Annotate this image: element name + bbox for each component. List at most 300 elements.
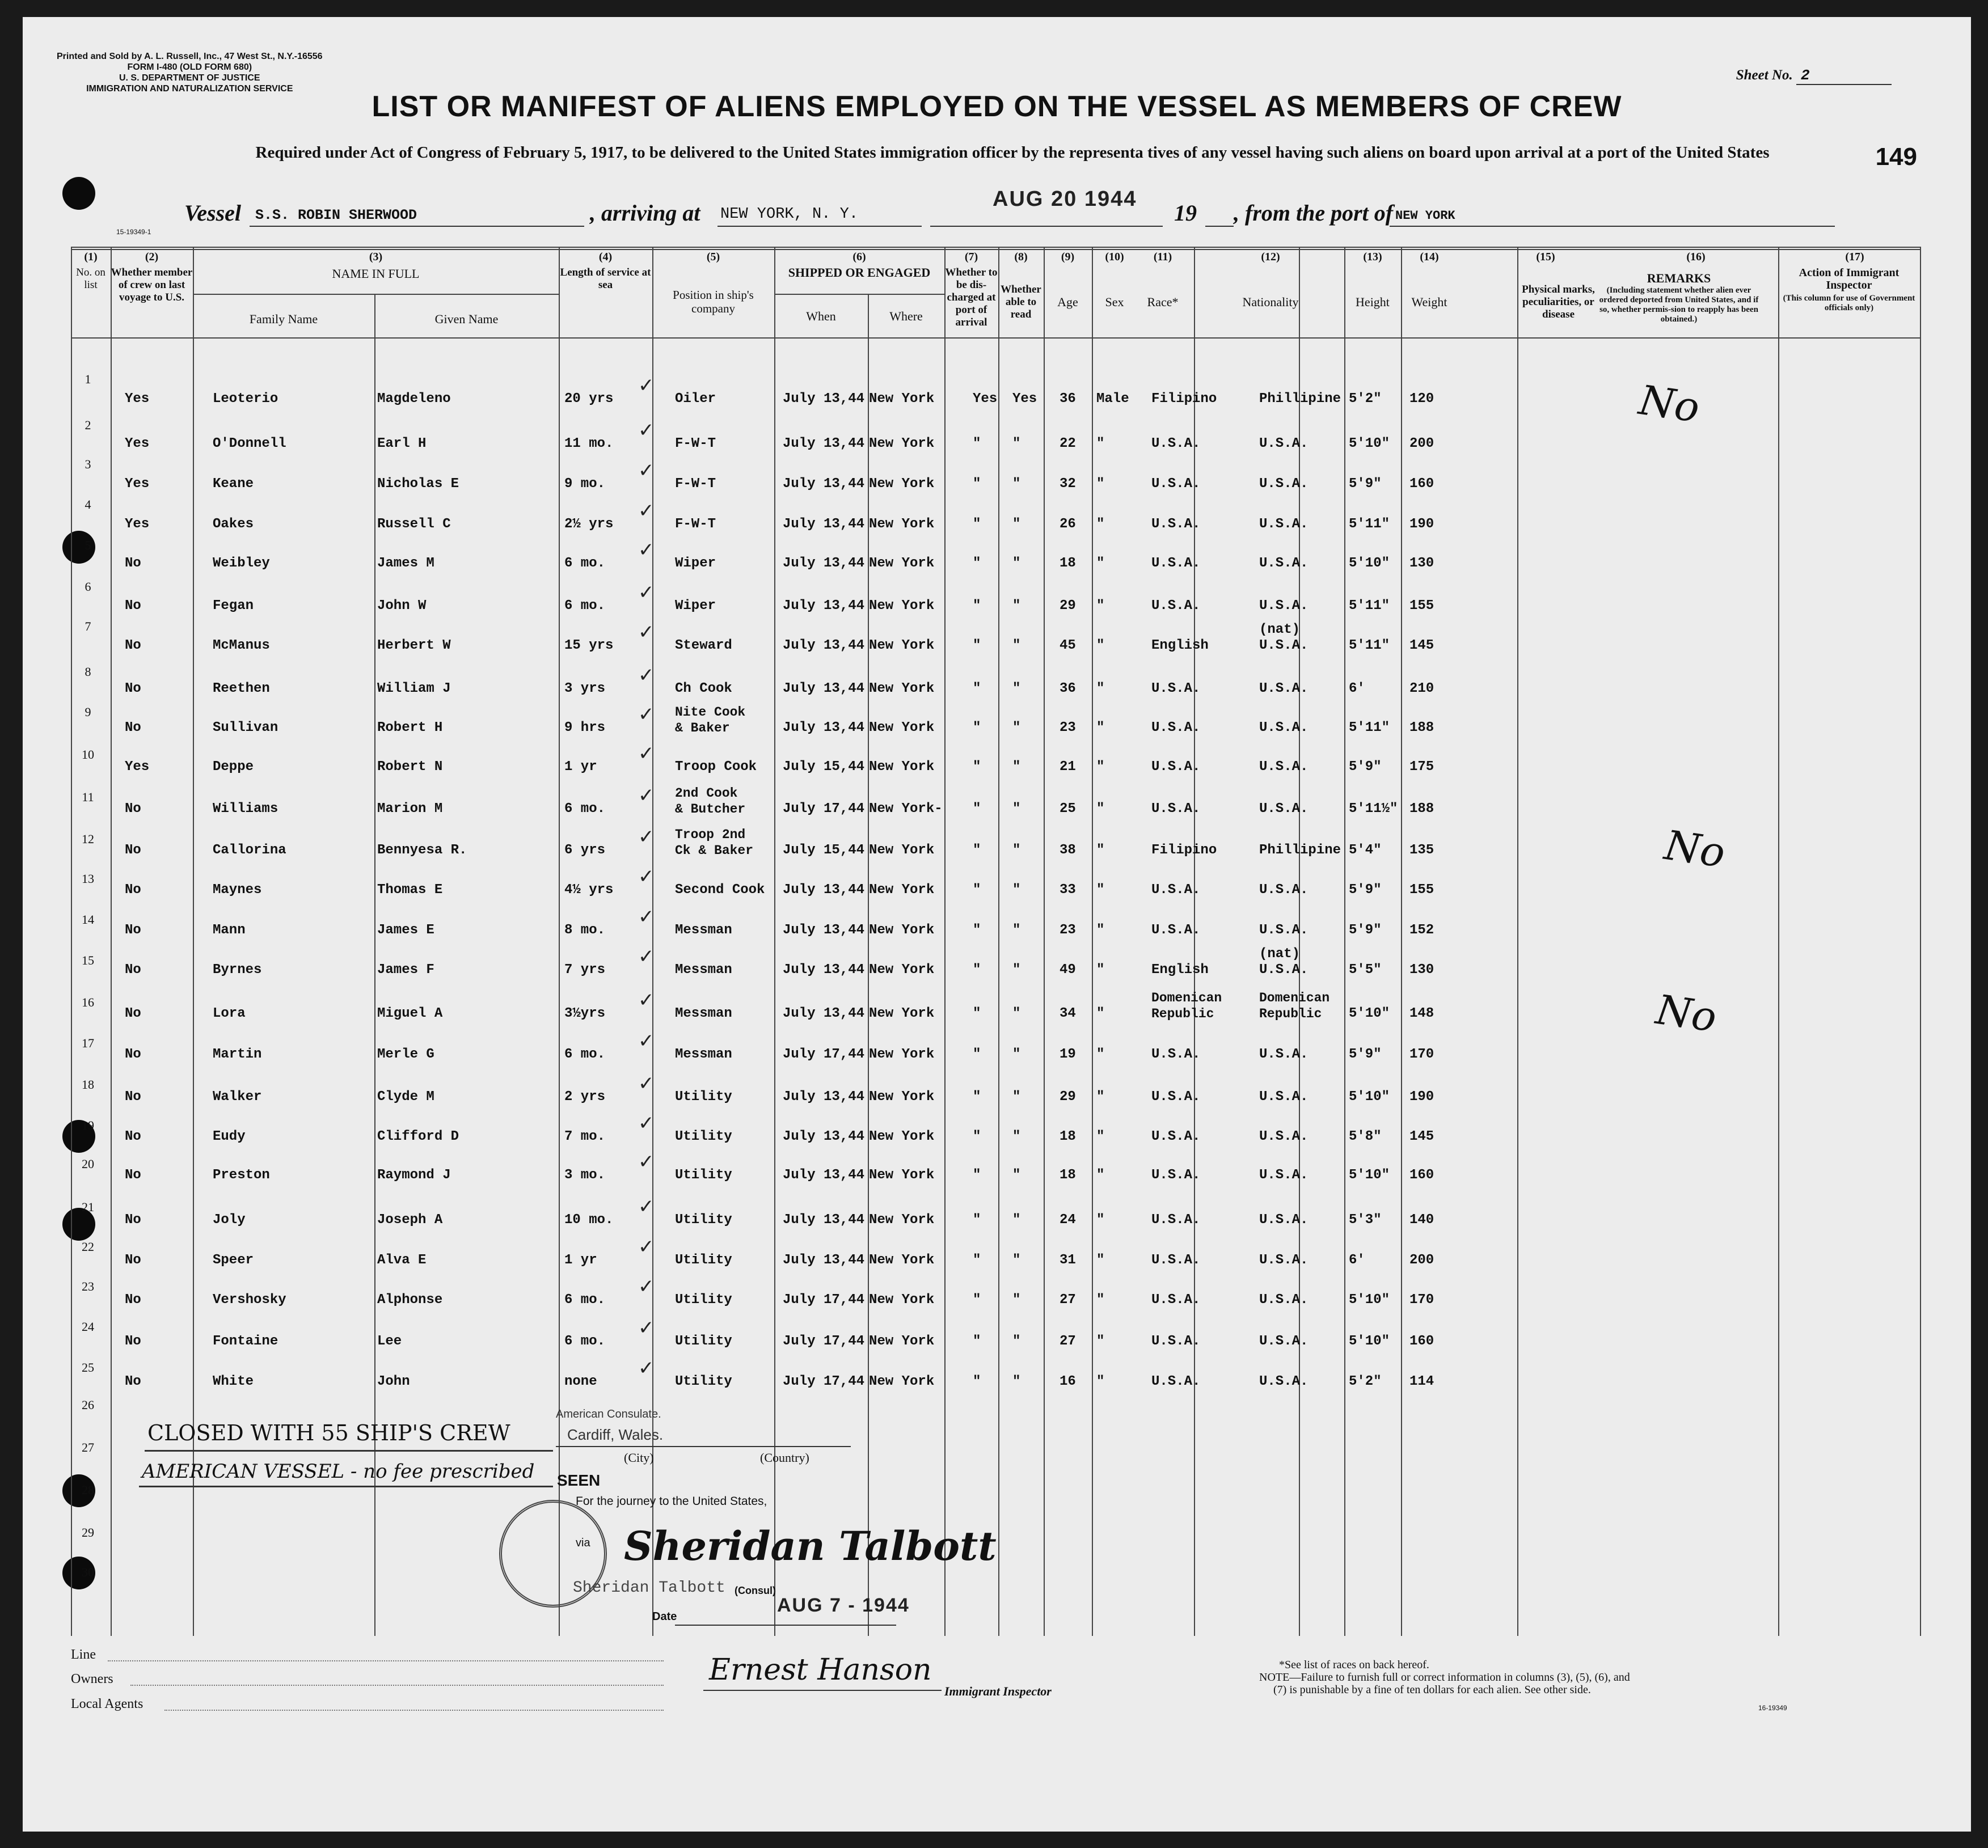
service-value: 3½yrs	[564, 1006, 606, 1021]
able-to-read-value: "	[1012, 1212, 1021, 1228]
shipped-where-value: New York	[869, 843, 935, 858]
position-value: Nite Cook	[675, 705, 746, 720]
shipped-when-value: July 17,44	[783, 1374, 865, 1389]
discharged-value: "	[973, 923, 981, 938]
shipped-where-value: New York	[869, 1253, 935, 1268]
race-value: U.S.A.	[1151, 1047, 1201, 1062]
nationality-value: U.S.A.	[1259, 882, 1309, 898]
weight-value: 130	[1409, 556, 1434, 571]
race-value: English	[1151, 962, 1209, 978]
age-value: 23	[1060, 720, 1076, 735]
shipped-when-value: July 13,44	[783, 962, 865, 978]
column-number: (10)	[1105, 251, 1124, 263]
nationality-value: U.S.A.	[1259, 923, 1309, 938]
discharged-value: "	[973, 759, 981, 775]
position-value: Messman	[675, 962, 732, 978]
service-value: 6 mo.	[564, 598, 606, 614]
able-to-read-value: "	[1012, 556, 1021, 571]
punch-hole	[62, 177, 95, 210]
column-rule	[111, 247, 112, 1636]
height-value: 5'2"	[1349, 391, 1382, 407]
column-number: (11)	[1153, 251, 1172, 263]
via-label: via	[576, 1537, 590, 1549]
position-value: F-W-T	[675, 476, 716, 492]
discharged-value: "	[973, 1292, 981, 1308]
shipped-where-value: New York	[869, 759, 935, 775]
position-value: F-W-T	[675, 436, 716, 451]
given-name-value: Merle G	[377, 1047, 434, 1062]
checkmark-icon: ✓	[638, 703, 655, 726]
row-number: 29	[82, 1525, 94, 1540]
sheet-value: 2	[1796, 67, 1892, 85]
nationality-value: U.S.A.	[1259, 1089, 1309, 1105]
family-name-value: Speer	[213, 1253, 254, 1268]
row-number: 10	[82, 747, 94, 762]
last-voyage-value: No	[125, 1089, 141, 1105]
nationality-value: U.S.A.	[1259, 517, 1309, 532]
column-number: (7)	[964, 251, 978, 263]
shipped-where-value: New York	[869, 598, 935, 614]
column-rule	[944, 247, 946, 1636]
last-voyage-value: No	[125, 1212, 141, 1228]
fine-note: NOTE—Failure to furnish full or correct information in columns (3), (5), (6), and	[1259, 1671, 1630, 1684]
service-value: 1 yr	[564, 759, 597, 775]
height-value: 5'9"	[1349, 1047, 1382, 1062]
last-voyage-value: No	[125, 843, 141, 858]
discharged-value: "	[973, 476, 981, 492]
sex-value: "	[1096, 843, 1105, 858]
weight-value: 135	[1409, 843, 1434, 858]
given-name-value: Alphonse	[377, 1292, 443, 1308]
discharged-value: "	[973, 1253, 981, 1268]
service-value: 1 yr	[564, 1253, 597, 1268]
discharged-value: "	[973, 801, 981, 817]
weight-value: 145	[1409, 1129, 1434, 1144]
checkmark-icon: ✓	[638, 742, 655, 765]
sex-value: Male	[1096, 391, 1129, 407]
given-name-value: John W	[377, 598, 427, 614]
given-name-value: Herbert W	[377, 638, 451, 653]
weight-value: 155	[1409, 882, 1434, 898]
position-value: Utility	[675, 1089, 732, 1105]
height-value: 5'10"	[1349, 1168, 1390, 1183]
form-number: FORM I-480 (OLD FORM 680)	[127, 62, 252, 72]
age-value: 45	[1060, 638, 1076, 653]
checkmark-icon: ✓	[638, 374, 655, 397]
position-value: Utility	[675, 1292, 732, 1308]
nationality-note: (nat)	[1259, 946, 1301, 962]
dotted-line	[130, 1685, 664, 1686]
shipped-when-value: July 13,44	[783, 923, 865, 938]
local-agents-label: Local Agents	[71, 1697, 143, 1711]
last-voyage-value: Yes	[125, 391, 150, 407]
remark-mark: No	[1636, 376, 1703, 432]
underline	[703, 1690, 942, 1691]
shipped-when-value: July 17,44	[783, 1047, 865, 1062]
sex-value: "	[1096, 1292, 1105, 1308]
weight-value: 145	[1409, 638, 1434, 653]
row-number: 6	[85, 580, 91, 594]
race-value: U.S.A.	[1151, 1374, 1201, 1389]
able-to-read-value: "	[1012, 598, 1021, 614]
able-to-read-value: "	[1012, 759, 1021, 775]
weight-value: 175	[1409, 759, 1434, 775]
shipped-when-value: July 13,44	[783, 1129, 865, 1144]
shipped-when-value: July 13,44	[783, 598, 865, 614]
nationality-value: U.S.A.	[1259, 962, 1309, 978]
shipped-where-value: New York	[869, 1374, 935, 1389]
column-number: (5)	[706, 251, 720, 263]
discharged-value: "	[973, 962, 981, 978]
service-value: 6 mo.	[564, 556, 606, 571]
consulate-city: Cardiff, Wales.	[567, 1426, 664, 1443]
weight-value: 160	[1409, 476, 1434, 492]
race-value: U.S.A.	[1151, 681, 1201, 696]
row-number: 19	[82, 1118, 94, 1132]
family-name-value: McManus	[213, 638, 270, 653]
last-voyage-value: No	[125, 681, 141, 696]
nationality-value: U.S.A.	[1259, 720, 1309, 735]
position-value: Troop 2nd	[675, 827, 746, 842]
family-name-value: Mann	[213, 923, 246, 938]
row-number: 9	[85, 705, 91, 719]
able-to-read-value: "	[1012, 1374, 1021, 1389]
weight-value: 114	[1409, 1374, 1434, 1389]
nationality-value: Phillipine	[1259, 843, 1341, 858]
column-rule	[1920, 247, 1921, 1636]
from-port: NEW YORK	[1395, 209, 1455, 223]
weight-value: 200	[1409, 436, 1434, 451]
last-voyage-value: No	[125, 1006, 141, 1021]
height-value: 5'3"	[1349, 1212, 1382, 1228]
shipped-when-value: July 15,44	[783, 843, 865, 858]
weight-value: 160	[1409, 1334, 1434, 1349]
header-discharged: Whether to be dis-charged at port of arrival	[945, 267, 998, 328]
shipped-where-value: New York	[869, 556, 935, 571]
position-value: 2nd Cook	[675, 786, 738, 801]
arriving-port: NEW YORK, N. Y.	[720, 206, 859, 223]
given-name-value: Joseph A	[377, 1212, 443, 1228]
discharged-value: "	[973, 681, 981, 696]
last-voyage-value: No	[125, 556, 141, 571]
sheet-label: Sheet No.	[1736, 67, 1793, 83]
age-value: 25	[1060, 801, 1076, 817]
last-voyage-value: No	[125, 962, 141, 978]
nationality-value: U.S.A.	[1259, 476, 1309, 492]
position-value: Messman	[675, 1006, 732, 1021]
position-value: Utility	[675, 1168, 732, 1183]
last-voyage-value: No	[125, 1374, 141, 1389]
race-value: U.S.A.	[1151, 1089, 1201, 1105]
position-value-line2: & Butcher	[675, 802, 746, 817]
height-value: 5'9"	[1349, 476, 1382, 492]
nationality-value: U.S.A.	[1259, 1374, 1309, 1389]
race-value: U.S.A.	[1151, 598, 1201, 614]
service-value: 7 mo.	[564, 1129, 606, 1144]
sex-value: "	[1096, 1334, 1105, 1349]
able-to-read-value: "	[1012, 1168, 1021, 1183]
last-voyage-value: No	[125, 720, 141, 735]
service-value: 15 yrs	[564, 638, 614, 653]
column-rule	[1778, 247, 1779, 1636]
family-name-value: Walker	[213, 1089, 262, 1105]
row-number: 7	[85, 619, 91, 633]
checkmark-icon: ✓	[638, 865, 655, 888]
row-number: 8	[85, 665, 91, 679]
position-value: Utility	[675, 1129, 732, 1144]
checkmark-icon: ✓	[638, 539, 655, 561]
service-value: 8 mo.	[564, 923, 606, 938]
country-label: (Country)	[760, 1451, 809, 1465]
underline	[139, 1486, 553, 1487]
consulate-office: American Consulate.	[556, 1408, 661, 1420]
shipped-where-value: New York	[869, 1292, 935, 1308]
shipped-when-value: July 17,44	[783, 801, 865, 817]
race-value-line2: Republic	[1151, 1007, 1214, 1021]
age-value: 34	[1060, 1006, 1076, 1021]
column-rule	[1344, 247, 1345, 1636]
form-code: 15-19349-1	[116, 228, 151, 236]
arriving-label: , arriving at	[590, 200, 700, 226]
height-value: 5'10"	[1349, 1334, 1390, 1349]
dotted-line	[164, 1710, 664, 1711]
height-value: 5'10"	[1349, 556, 1390, 571]
shipped-when-value: July 13,44	[783, 556, 865, 571]
column-rule	[1044, 247, 1045, 1636]
header-family-name: Family Name	[249, 312, 318, 326]
last-voyage-value: No	[125, 598, 141, 614]
age-value: 36	[1060, 391, 1076, 407]
shipped-when-value: July 13,44	[783, 1168, 865, 1183]
service-value: 2½ yrs	[564, 517, 614, 532]
age-value: 33	[1060, 882, 1076, 898]
discharged-value: Yes	[973, 391, 998, 407]
given-name-value: Thomas E	[377, 882, 443, 898]
race-value: U.S.A.	[1151, 759, 1201, 775]
race-value: U.S.A.	[1151, 476, 1201, 492]
able-to-read-value: Yes	[1012, 391, 1037, 407]
shipped-where-value: New York	[869, 1006, 935, 1021]
age-value: 19	[1060, 1047, 1076, 1062]
shipped-when-value: July 13,44	[783, 1089, 865, 1105]
from-label: , from the port of	[1234, 200, 1394, 226]
underline	[675, 1625, 896, 1626]
service-value: 6 mo.	[564, 1047, 606, 1062]
row-number: 12	[82, 832, 94, 846]
row-number: 25	[82, 1360, 94, 1375]
consul-signature: Sheridan Talbott	[624, 1523, 997, 1570]
last-voyage-value: Yes	[125, 517, 150, 532]
discharged-value: "	[973, 1374, 981, 1389]
header-position: Position in ship's company	[673, 288, 754, 315]
header-last-voyage: Whether member of crew on last voyage to U.S.	[111, 267, 193, 303]
position-value: Second Cook	[675, 882, 765, 898]
shipped-where-value: New York	[869, 476, 935, 492]
height-value: 5'11½"	[1349, 801, 1398, 817]
closing-note: AMERICAN VESSEL - no fee prescribed	[142, 1460, 535, 1483]
row-number: 14	[82, 912, 94, 927]
family-name-value: Sullivan	[213, 720, 278, 735]
position-value: Wiper	[675, 556, 716, 571]
sex-value: "	[1096, 1129, 1105, 1144]
weight-value: 140	[1409, 1212, 1434, 1228]
column-number: (2)	[145, 251, 159, 263]
weight-value: 188	[1409, 801, 1434, 817]
inspector-signature: Ernest Hanson	[709, 1653, 932, 1687]
discharged-value: "	[973, 436, 981, 451]
race-value: English	[1151, 638, 1209, 653]
header-when: When	[806, 309, 836, 323]
discharged-value: "	[973, 598, 981, 614]
height-value: 5'10"	[1349, 436, 1390, 451]
position-value: Utility	[675, 1334, 732, 1349]
column-number: (13)	[1363, 251, 1382, 263]
given-name-value: John	[377, 1374, 410, 1389]
given-name-value: Magdeleno	[377, 391, 451, 407]
last-voyage-value: Yes	[125, 436, 150, 451]
given-name-value: Bennyesa R.	[377, 843, 467, 858]
position-value: Messman	[675, 1047, 732, 1062]
given-name-value: Russell C	[377, 517, 451, 532]
service-value: none	[564, 1374, 597, 1389]
header-sex: Sex	[1105, 295, 1124, 309]
family-name-value: Martin	[213, 1047, 262, 1062]
row-number: 28	[82, 1483, 94, 1497]
weight-value: 120	[1409, 391, 1434, 407]
service-value: 4½ yrs	[564, 882, 614, 898]
family-name-value: Williams	[213, 801, 278, 817]
race-value: Filipino	[1151, 843, 1217, 858]
given-name-value: William J	[377, 681, 451, 696]
service-value: 9 mo.	[564, 476, 606, 492]
nationality-value: U.S.A.	[1259, 1168, 1309, 1183]
weight-value: 190	[1409, 1089, 1434, 1105]
sex-value: "	[1096, 598, 1105, 614]
race-value: U.S.A.	[1151, 1212, 1201, 1228]
weight-value: 188	[1409, 720, 1434, 735]
shipped-when-value: July 13,44	[783, 476, 865, 492]
checkmark-icon: ✓	[638, 1151, 655, 1173]
sex-value: "	[1096, 638, 1105, 653]
consul-name: Sheridan Talbott	[573, 1579, 725, 1597]
column-rule	[559, 247, 560, 1636]
checkmark-icon: ✓	[638, 945, 655, 968]
checkmark-icon: ✓	[638, 1236, 655, 1258]
shipped-when-value: July 13,44	[783, 681, 865, 696]
column-rule	[1194, 247, 1195, 1636]
sex-value: "	[1096, 681, 1105, 696]
row-number: 1	[85, 372, 91, 386]
family-name-value: Fegan	[213, 598, 254, 614]
sex-value: "	[1096, 923, 1105, 938]
seen-stamp: SEEN	[557, 1471, 601, 1489]
able-to-read-value: "	[1012, 681, 1021, 696]
family-name-value: Weibley	[213, 556, 270, 571]
age-value: 49	[1060, 962, 1076, 978]
column-number: (14)	[1420, 251, 1439, 263]
shipped-when-value: July 13,44	[783, 436, 865, 451]
checkmark-icon: ✓	[638, 1357, 655, 1380]
table-top-rule	[71, 249, 1920, 250]
sex-value: "	[1096, 801, 1105, 817]
service-value: 6 mo.	[564, 801, 606, 817]
fine-note-cont: (7) is punishable by a fine of ten dollars for each alien. See other side.	[1273, 1684, 1591, 1696]
header-physical-marks: Physical marks, peculiarities, or disease	[1522, 284, 1595, 320]
nationality-value: U.S.A.	[1259, 1334, 1309, 1349]
position-value: F-W-T	[675, 517, 716, 532]
journey-text: For the journey to the United States,	[576, 1495, 767, 1508]
family-name-value: White	[213, 1374, 254, 1389]
checkmark-icon: ✓	[638, 419, 655, 442]
position-value: Utility	[675, 1212, 732, 1228]
sex-value: "	[1096, 556, 1105, 571]
shipped-where-value: New York	[869, 1129, 935, 1144]
sex-value: "	[1096, 1089, 1105, 1105]
weight-value: 148	[1409, 1006, 1434, 1021]
shipped-where-value: New York	[869, 1047, 935, 1062]
race-value: U.S.A.	[1151, 1292, 1201, 1308]
consul-title: (Consul)	[735, 1585, 776, 1596]
row-number: 30	[82, 1565, 94, 1579]
checkmark-icon: ✓	[638, 581, 655, 604]
column-number: (4)	[598, 251, 613, 263]
shipped-where-value: New York	[869, 391, 935, 407]
able-to-read-value: "	[1012, 638, 1021, 653]
position-value: Steward	[675, 638, 732, 653]
service-value: 20 yrs	[564, 391, 614, 407]
shipped-when-value: July 13,44	[783, 720, 865, 735]
age-value: 21	[1060, 759, 1076, 775]
last-voyage-value: No	[125, 1168, 141, 1183]
column-rule	[998, 247, 999, 1636]
shipped-where-value: New York-	[869, 801, 943, 817]
shipped-when-value: July 17,44	[783, 1292, 865, 1308]
city-label: (City)	[624, 1451, 654, 1465]
height-value: 5'11"	[1349, 720, 1390, 735]
column-number: (3)	[369, 251, 383, 263]
height-value: 5'5"	[1349, 962, 1382, 978]
discharged-value: "	[973, 556, 981, 571]
header-name-in-full: NAME IN FULL	[332, 267, 420, 281]
height-value: 5'10"	[1349, 1006, 1390, 1021]
date-label: Date	[652, 1610, 677, 1623]
column-number: (8)	[1014, 251, 1028, 263]
shipped-where-value: New York	[869, 882, 935, 898]
last-voyage-value: No	[125, 882, 141, 898]
given-name-value: James E	[377, 923, 434, 938]
able-to-read-value: "	[1012, 1253, 1021, 1268]
column-rule	[1092, 247, 1093, 1636]
family-name-value: Callorina	[213, 843, 286, 858]
arrival-date-stamp: AUG 20 1944	[993, 187, 1137, 211]
shipped-when-value: July 13,44	[783, 517, 865, 532]
column-number: (1)	[84, 251, 98, 263]
nationality-value: U.S.A.	[1259, 1292, 1309, 1308]
race-value: U.S.A.	[1151, 1168, 1201, 1183]
position-value-line2: Ck & Baker	[675, 843, 754, 858]
printer-line: Printed and Sold by A. L. Russell, Inc., 47 West St., N.Y.-16556	[57, 52, 323, 61]
position-value-line2: & Baker	[675, 721, 730, 735]
row-number: 23	[82, 1279, 94, 1293]
nationality-note: (nat)	[1259, 622, 1301, 637]
family-name-value: Preston	[213, 1168, 270, 1183]
last-voyage-value: No	[125, 1292, 141, 1308]
row-number: 11	[82, 790, 94, 804]
sex-value: "	[1096, 476, 1105, 492]
nationality-value: U.S.A.	[1259, 1212, 1309, 1228]
underline	[930, 226, 1163, 227]
header-age: Age	[1057, 295, 1078, 309]
